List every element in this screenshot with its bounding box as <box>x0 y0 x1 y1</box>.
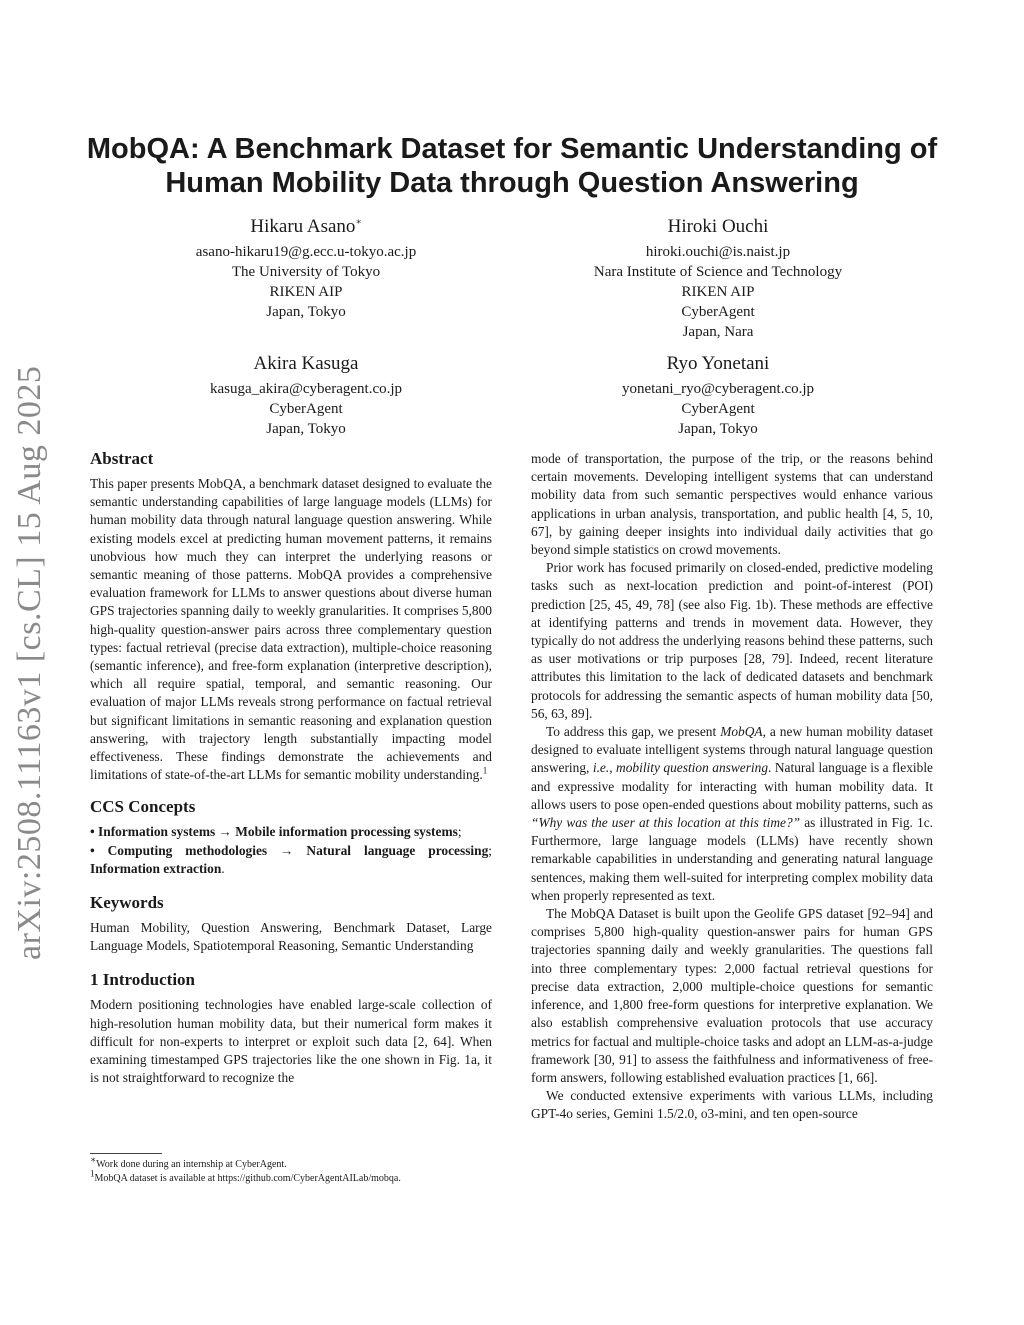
title-line-1: MobQA: A Benchmark Dataset for Semantic Understanding of <box>86 133 938 165</box>
author-location: Japan, Tokyo <box>266 421 346 437</box>
keywords-heading: Keywords <box>90 893 164 913</box>
text-run: To address this gap, we present <box>546 724 721 740</box>
footnote-text: Work done during an internship at CyberAgent. <box>96 1159 287 1170</box>
intro-paragraph: Prior work has focused primarily on closed-ended, predictive modeling tasks such as next-location prediction and point-of-interest (POI) prediction [25, 45, 49, 78] (see also Fig. 1b). These methods are effective at identifying patterns and trends in movement data. However, they typically do not address the underlying reasons behind these patterns, such as user motivations or trip purposes [28, 79]. Indeed, recent literature attributes this limitation to the lack of dedicated datasets and benchmark protocols for addressing the semantic aspects of human mobility data [50, 56, 63, 89]. <box>531 560 933 721</box>
text-emphasis: “Why was the user at this location at this time?” <box>531 815 801 831</box>
footnote <box>90 1168 510 1185</box>
text-run: , a new human mobility dataset designed to evaluate intelligent systems through natural language question answering, <box>531 724 934 776</box>
abstract-heading: Abstract <box>90 449 154 468</box>
right-column <box>531 450 933 1124</box>
author-affiliation: CyberAgent <box>681 401 755 417</box>
intro-paragraph: The MobQA Dataset is built upon the Geolife GPS dataset [92–94] and comprises 5,800 high-quality question-answer pairs for human GPS trajectories spanning daily and weekly granularities. The questions fall into three complementary types: 2,000 factual retrieval questions for precise data extraction, 2,000 multiple-choice questions for semantic inference, and 1,800 free-form questions for interpretive explanation. We also establish comprehensive evaluation protocols that use accuracy metrics for factual and multiple-choice tasks and adopt an LLM-as-a-judge framework [30, 91] to assess the faithfulness and informativeness of free-form answers, following established evaluation practices [1, 66]. <box>531 906 933 1085</box>
intro-paragraph: mode of transportation, the purpose of the trip, or the reasons behind certain movements. Developing intelligent systems that can understand mobility data from such semantic perspectives would enhance various applications in urban analysis, transportation, and public health [4, 5, 10, 67], by gaining deeper insights into individual daily activities that go beyond simple statistics on crowd movements. <box>531 451 933 558</box>
author-name: Akira Kasuga <box>253 353 359 374</box>
footnote-divider <box>90 1153 162 1154</box>
author-email: yonetani_ryo@cyberagent.co.jp <box>621 381 815 397</box>
ccs-item: • Information systems → Mobile information processing systems <box>90 824 458 840</box>
footnote <box>90 1154 510 1171</box>
author-affiliation: The University of Tokyo <box>231 264 381 280</box>
text-emphasis: MobQA <box>720 724 763 740</box>
text-run: as illustrated in Fig. 1c. Furthermore, large language models (LLMs) have recently shown remarkable capabilities in understanding and generating natural language sentences, making them well-suited for interpreting complex mobility data when properly represented as text. <box>531 815 933 903</box>
footnote-marker: 1 <box>90 1168 95 1179</box>
ccs-punct: ; <box>457 824 462 840</box>
author-name: Hiroki Ouchi <box>667 216 769 237</box>
author-affiliation: RIKEN AIP <box>269 284 343 300</box>
intro-paragraph <box>531 723 933 905</box>
text-emphasis: mobility question answering <box>616 760 769 776</box>
footnote-text: MobQA dataset is available at https://github.com/CyberAgentAILab/mobqa. <box>94 1173 401 1184</box>
author-affiliation: CyberAgent <box>681 304 755 320</box>
author-block <box>538 214 898 342</box>
author-affiliation: CyberAgent <box>269 401 343 417</box>
footnote-marker: 1 <box>482 765 488 776</box>
author-affiliation: RIKEN AIP <box>681 284 755 300</box>
abstract-body: This paper presents MobQA, a benchmark dataset designed to evaluate the semantic understanding capabilities of large language models (LLMs) for human mobility data through natural language question answering. While existing models excel at predicting human movement patterns, it remains unobvious how much they can interpret the underlying reasons or semantic meaning of those patterns. MobQA provides a comprehensive evaluation framework for LLMs to answer questions about diverse human GPS trajectories spanning daily to weekly granularities. It comprises 5,800 high-quality question-answer pairs across three complementary question types: factual retrieval (precise data extraction), multiple-choice reasoning (semantic inference), and free-form explanation (interpretive description), which all require spatial, temporal, and semantic reasoning. Our evaluation of major LLMs reveals strong performance on factual retrieval but significant limitations in semantic reasoning and explanation question answering, with trajectory length substantially impacting model effectiveness. These findings demonstrate the achievements and limitations of state-of-the-art LLMs for semantic mobility understanding. <box>90 476 492 783</box>
author-block <box>126 351 486 439</box>
title-line-2: Human Mobility Data through Question Answering <box>165 167 859 199</box>
paper-title <box>60 132 964 200</box>
ccs-item: Information extraction <box>90 860 222 876</box>
ccs-punct: ; <box>488 842 492 858</box>
author-location: Japan, Tokyo <box>678 421 758 437</box>
ccs-punct: . <box>221 860 225 876</box>
author-email: kasuga_akira@cyberagent.co.jp <box>209 381 403 397</box>
keywords-text: Human Mobility, Question Answering, Benchmark Dataset, Large Language Models, Spatiotemporal Reasoning, Semantic Understanding <box>90 920 492 954</box>
text-run: , <box>609 760 617 776</box>
ccs-heading: CCS Concepts <box>90 797 196 817</box>
author-footnote-marker: ∗ <box>355 216 362 227</box>
abstract-text <box>90 475 492 784</box>
text-run: . Natural language is a flexible and expressive modality for interacting with human mobility data. It allows users to pose open-ended questions about mobility patterns, such as <box>531 760 933 812</box>
ccs-item: • Computing methodologies → Natural language processing <box>90 842 489 858</box>
author-affiliation: Nara Institute of Science and Technology <box>593 264 843 280</box>
author-name: Ryo Yonetani <box>666 353 770 374</box>
author-block <box>538 351 898 439</box>
author-name: Hikaru Asano <box>250 216 356 237</box>
intro-paragraph: We conducted extensive experiments with various LLMs, including GPT-4o series, Gemini 1.5/2.0, o3-mini, and ten open-source <box>531 1088 933 1122</box>
text-emphasis: i.e. <box>592 760 610 776</box>
author-block <box>126 214 486 322</box>
author-location: Japan, Tokyo <box>266 304 346 320</box>
ccs-list <box>90 823 492 878</box>
author-email: hiroki.ouchi@is.naist.jp <box>645 244 791 260</box>
footnote-marker: ∗ <box>90 1154 97 1165</box>
author-location: Japan, Nara <box>682 324 754 340</box>
author-email: asano-hikaru19@g.ecc.u-tokyo.ac.jp <box>195 244 417 260</box>
left-column <box>90 448 492 1087</box>
intro-paragraph: Modern positioning technologies have enabled large-scale collection of high-resolution human mobility data, but their numerical form makes it difficult for non-experts to interpret or exploit such data [2, 64]. When examining timestamped GPS trajectories like the one shown in Fig. 1a, it is not straightforward to recognize the <box>90 997 492 1086</box>
arxiv-stamp: arXiv:2508.11163v1 [cs.CL] 15 Aug 2025 <box>11 365 48 960</box>
introduction-heading: 1 Introduction <box>90 970 196 990</box>
